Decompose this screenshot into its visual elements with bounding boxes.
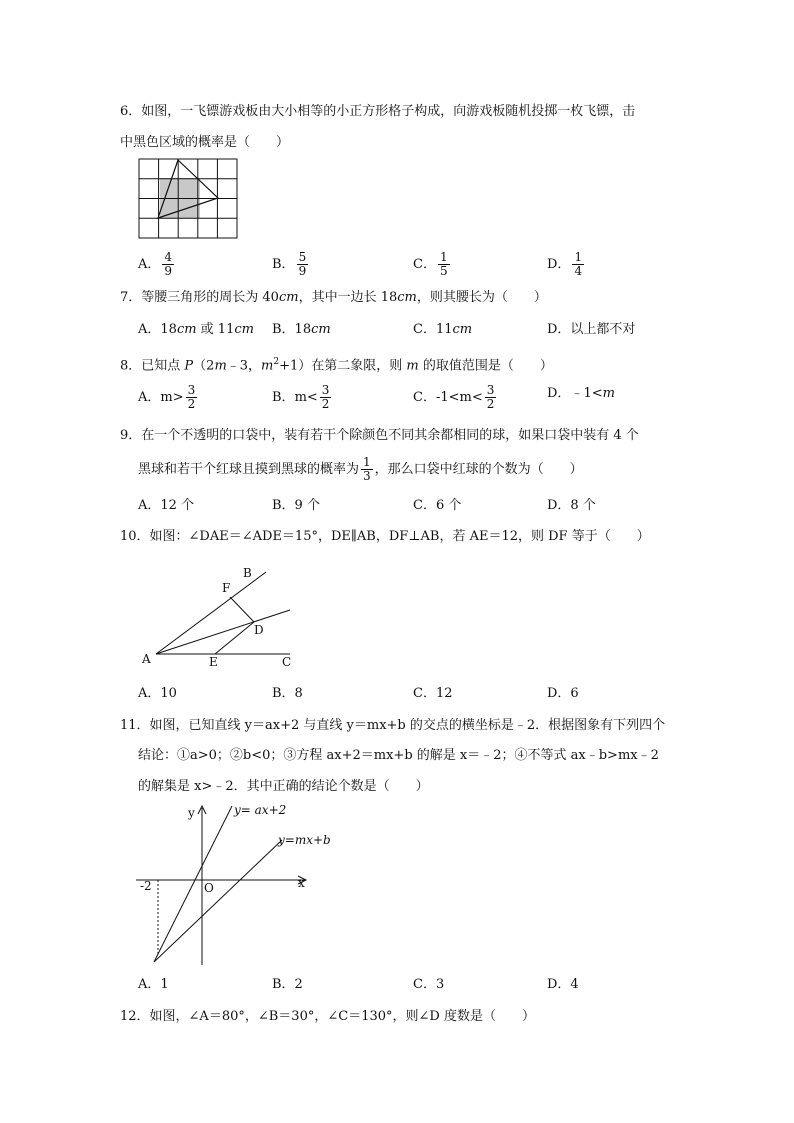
q12-stem: 12．如图，∠A＝80°，∠B＝30°，∠C＝130°，则∠D 度数是（ ） (120, 1009, 535, 1024)
q11-line3: 的解集是 x>﹣2．其中正确的结论个数是（ ） (138, 779, 429, 794)
q8-option-a[interactable]: A．m> $\frac{3}{2}$ (138, 383, 196, 411)
q8-option-b[interactable]: B．m< $\frac{3}{2}$ (272, 383, 330, 411)
q6-line2: 中黑色区域的概率是（ ） (120, 135, 290, 150)
q11-label-x: x (298, 876, 305, 890)
q7-stem: 7．等腰三角形的周长为 40cm，其中一边长 18cm，则其腰长为（ ） (120, 290, 547, 305)
q11-line-mx-plus-b (154, 840, 282, 962)
q7-option-d[interactable]: D．以上都不对 (547, 322, 636, 337)
q10-label-f: F (222, 581, 231, 595)
q10-segment-ed (215, 622, 254, 654)
q10-line-ab (156, 572, 266, 654)
q10-label-b: B (243, 566, 252, 580)
q10-figure (138, 562, 298, 674)
q10-stem: 10．如图：∠DAE＝∠ADE＝15°，DE∥AB，DF⊥AB，若 AE＝12，则 DF 等于（ ） (120, 529, 650, 544)
q10-label-d: D (254, 623, 264, 637)
q11-option-d[interactable]: D．4 (547, 977, 579, 992)
q11-label-neg2: -2 (140, 879, 152, 893)
q7-option-a[interactable]: A．18cm 或 11cm (138, 322, 254, 337)
q10-option-c[interactable]: C．12 (413, 686, 453, 701)
q11-label-origin: O (204, 881, 214, 895)
q9-option-b[interactable]: B．9 个 (272, 498, 320, 513)
q10-option-d[interactable]: D．6 (547, 686, 579, 701)
q9-line1: 9．在一个不透明的口袋中，装有若干个除颜色不同其余都相同的球，如果口袋中装有 4 个 (120, 428, 639, 443)
q11-option-c[interactable]: C．3 (413, 977, 445, 992)
q8-stem: 8．已知点 P（2m﹣3，$m^2+1$）在第二象限，则 m 的取值范围是（ ） (120, 357, 553, 374)
q6-line1: 6．如图，一飞镖游戏板由大小相等的小正方形格子构成，向游戏板随机投掷一枚飞镖，击 (120, 104, 636, 119)
q9-line2: 黑球和若干个红球且摸到黑球的概率为 $\frac{1}{3}$ ，那么口袋中红球的个数为（ ） (138, 455, 583, 483)
q11-line-ax-plus-2 (154, 806, 232, 962)
q6-option-b[interactable]: B． $\frac{5}{9}$ (272, 250, 307, 278)
q8-option-c[interactable]: C．-1<m< $\frac{3}{2}$ (413, 383, 495, 411)
q8-option-d[interactable]: D．﹣1<m (547, 386, 615, 401)
q7-option-c[interactable]: C．11cm (413, 322, 473, 337)
q11-graph (136, 800, 336, 968)
q6-option-a[interactable]: A． $\frac{4}{9}$ (138, 250, 173, 278)
q6-option-c[interactable]: C． $\frac{1}{5}$ (413, 250, 448, 278)
q11-line2: 结论：①a>0；②b<0；③方程 ax+2＝mx+b 的解是 x＝﹣2；④不等式 ax﹣b>mx﹣2 (138, 748, 659, 763)
q6-option-d[interactable]: D． $\frac{1}{4}$ (547, 250, 583, 278)
q10-label-e: E (209, 655, 218, 669)
q10-option-a[interactable]: A．10 (138, 686, 177, 701)
q10-option-b[interactable]: B．8 (272, 686, 303, 701)
q9-option-a[interactable]: A．12 个 (138, 498, 195, 513)
q9-option-c[interactable]: C．6 个 (413, 498, 462, 513)
q10-label-c: C (282, 655, 292, 669)
q11-label-line2: y=mx+b (278, 833, 331, 847)
q10-segment-df (230, 597, 254, 622)
q11-label-y: y (188, 806, 195, 820)
q6-dart-board (138, 158, 238, 240)
q11-label-line1: y= ax+2 (234, 803, 287, 817)
q10-label-a: A (142, 652, 151, 666)
q7-option-b[interactable]: B．18cm (272, 322, 331, 337)
q11-option-b[interactable]: B．2 (272, 977, 303, 992)
q11-line1: 11．如图，已知直线 y＝ax+2 与直线 y＝mx+b 的交点的横坐标是﹣2．根据图象有下列四个 (120, 718, 666, 733)
q9-option-d[interactable]: D．8 个 (547, 498, 596, 513)
q11-option-a[interactable]: A．1 (138, 977, 169, 992)
